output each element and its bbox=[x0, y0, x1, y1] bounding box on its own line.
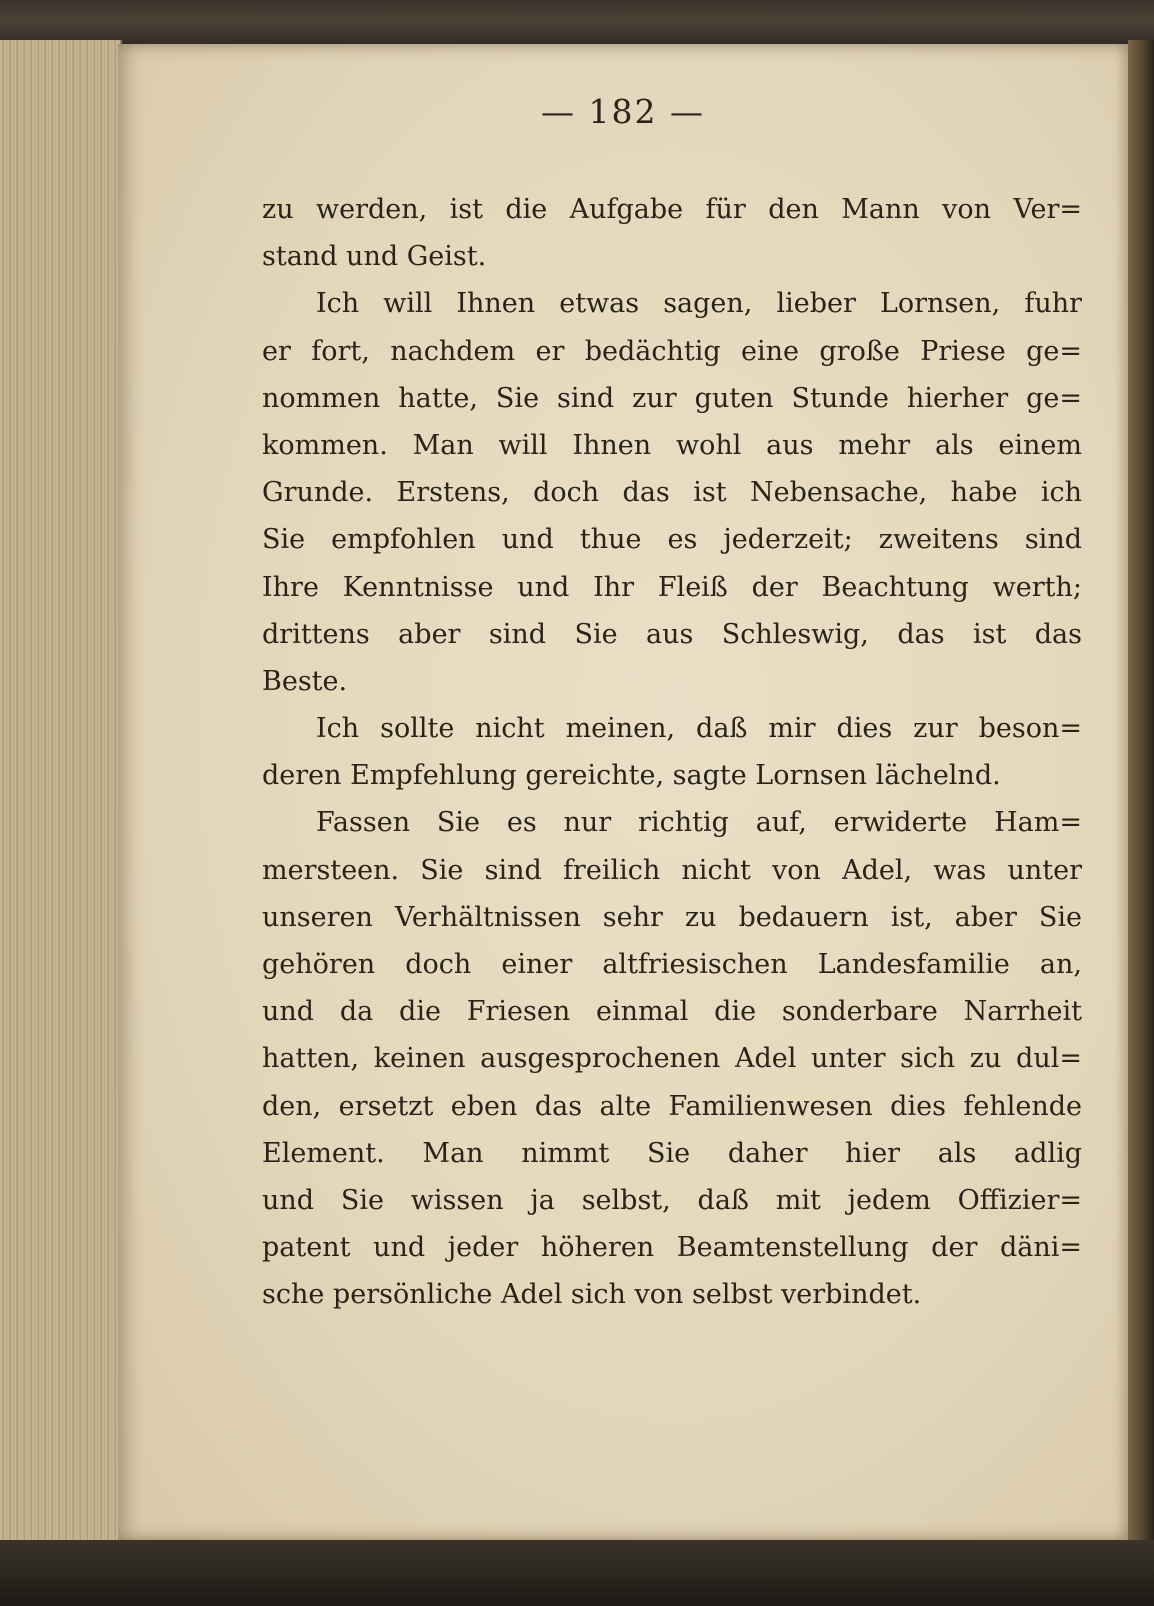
text-line: zu werden, ist die Aufgabe für den Mann von Ver= bbox=[262, 194, 1082, 225]
text-line: stand und Geist. bbox=[262, 241, 487, 273]
text-line: Ich sollte nicht meinen, daß mir dies zur beson= bbox=[316, 713, 1082, 745]
book-bottom-edge bbox=[0, 1540, 1154, 1606]
text-line: Sie empfohlen und thue es jederzeit; zweitens sind bbox=[262, 524, 1082, 556]
text-line: nommen hatte, Sie sind zur guten Stunde hierher ge= bbox=[262, 382, 1082, 414]
text-line: und da die Friesen einmal die sonderbare Narrheit bbox=[262, 996, 1082, 1028]
text-line: Ihre Kenntnisse und Ihr Fleiß der Beachtung werth; bbox=[262, 571, 1082, 603]
text-line: unseren Verhältnissen sehr zu bedauern ist, aber Sie bbox=[262, 901, 1082, 933]
body-text bbox=[262, 186, 1082, 1319]
text-line: Ich will Ihnen etwas sagen, lieber Lornsen, fuhr bbox=[316, 288, 1082, 320]
text-line: den, ersetzt eben das alte Familienwesen dies fehlende bbox=[262, 1090, 1082, 1122]
page-number: — 182 — bbox=[541, 92, 705, 131]
text-line: drittens aber sind Sie aus Schleswig, das ist das bbox=[262, 618, 1082, 650]
text-line: sche persönliche Adel sich von selbst verbindet. bbox=[262, 1279, 922, 1311]
text-line: deren Empfehlung gereichte, sagte Lornsen lächelnd. bbox=[262, 760, 1001, 792]
text-line: Grunde. Erstens, doch das ist Nebensache, habe ich bbox=[262, 477, 1082, 509]
book-gutter-edge bbox=[1128, 40, 1154, 1540]
text-line: und Sie wissen ja selbst, daß mit jedem Offizier= bbox=[262, 1184, 1082, 1216]
text-line: Element. Man nimmt Sie daher hier als adlig bbox=[262, 1137, 1082, 1169]
text-line: patent und jeder höheren Beamtenstellung der däni= bbox=[262, 1232, 1082, 1264]
page-stack-edge bbox=[0, 40, 122, 1540]
text-line: Fassen Sie es nur richtig auf, erwiderte Ham= bbox=[316, 807, 1082, 839]
text-line: Beste. bbox=[262, 665, 348, 697]
text-line: gehören doch einer altfriesischen Landesfamilie an, bbox=[262, 949, 1082, 980]
text-line: er fort, nachdem er bedächtig eine große Priese ge= bbox=[262, 335, 1082, 367]
text-line: kommen. Man will Ihnen wohl aus mehr als einem bbox=[262, 429, 1082, 461]
book-top-edge bbox=[0, 0, 1154, 48]
text-line: hatten, keinen ausgesprochenen Adel unter sich zu dul= bbox=[262, 1043, 1082, 1075]
text-line: mersteen. Sie sind freilich nicht von Adel, was unter bbox=[262, 854, 1082, 886]
